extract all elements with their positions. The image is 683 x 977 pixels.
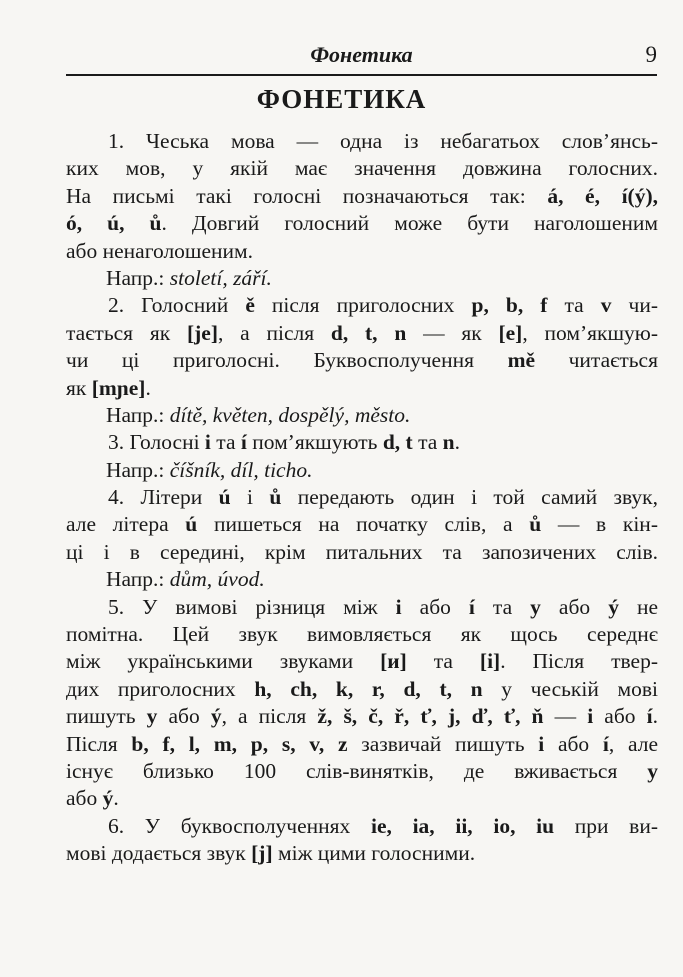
bold-term: [e] [498, 320, 523, 345]
text-line [66, 594, 658, 621]
text-span: і [230, 485, 270, 510]
text-span: читається [535, 348, 658, 373]
text-line [66, 676, 658, 703]
text-span: або [157, 704, 211, 729]
text-span: існує близько 100 слів-винятків, де вживається [66, 758, 648, 783]
bold-term: [и] [380, 649, 407, 674]
bold-term: y [647, 758, 658, 783]
bold-term: i [204, 430, 211, 455]
bold-term: ó, ú, ů [66, 211, 162, 236]
text-span: Напр.: [106, 402, 170, 427]
text-span: зазвичай пишуть [347, 731, 539, 756]
bold-term: mě [507, 348, 536, 373]
text-line [66, 210, 658, 237]
bold-term: v [600, 293, 612, 318]
text-span: мові додається звук [66, 841, 252, 866]
text-span: 2. Голосний [108, 293, 246, 318]
example-words: dům, úvod. [169, 567, 265, 592]
text-line [66, 539, 658, 566]
bold-term: á, é, í(ý), [547, 183, 658, 208]
text-span: та [406, 649, 480, 674]
text-span: . Довгий голосний може бути наголошеним [161, 211, 658, 236]
text-line [66, 621, 658, 648]
example-line [66, 402, 658, 429]
text-span: при ви- [554, 813, 658, 838]
text-span: — [543, 704, 588, 729]
text-span: , а після [221, 704, 318, 729]
text-span: дих приголосних [66, 676, 255, 701]
text-line [66, 429, 658, 456]
bold-term: d, t, n [330, 320, 407, 345]
bold-term: [mɲe] [91, 375, 146, 400]
text-span: . [652, 704, 658, 729]
text-span: та [210, 430, 241, 455]
text-line [66, 292, 658, 319]
bold-term: ů [529, 512, 542, 537]
text-line [66, 484, 658, 511]
text-line [66, 703, 658, 730]
example-line [66, 265, 658, 292]
bold-term: ý [210, 704, 222, 729]
text-span: 1. Чеська мова — одна із небагатьох слов’янсь- [108, 129, 658, 153]
text-span: як [66, 375, 92, 400]
page-number: 9 [645, 42, 657, 67]
bold-term: í [646, 704, 653, 729]
text-span: , пом’якшую- [522, 320, 658, 345]
text-line [66, 785, 658, 812]
text-span: , але [608, 731, 658, 756]
bold-term: í [240, 430, 247, 455]
bold-term: ý [608, 594, 619, 619]
text-line [66, 128, 658, 155]
bold-term: ý [102, 786, 114, 811]
text-span: але літера [66, 512, 186, 537]
section-title: ФОНЕТИКА [256, 84, 427, 114]
bold-term: i [538, 731, 545, 756]
example-words: číšník, díl, ticho. [169, 457, 313, 482]
text-span: у чеській мові [482, 676, 658, 701]
text-span: 3. Голосні [108, 430, 205, 455]
text-span: — в кін- [541, 512, 658, 537]
text-span: та [474, 594, 531, 619]
text-span: . [454, 430, 460, 455]
text-span: 6. У буквосполученнях [108, 813, 371, 838]
text-span: не [618, 594, 659, 619]
text-span: ці і в середині, крім питальних та запозичених слів. [66, 539, 658, 564]
example-line [66, 566, 658, 593]
text-span: та [547, 293, 601, 318]
bold-term: ú [185, 512, 198, 537]
bold-term: p, b, f [471, 293, 548, 318]
bold-term: y [530, 594, 541, 619]
text-line [66, 320, 658, 347]
text-span: пом’якшують [246, 430, 383, 455]
text-line [66, 840, 658, 867]
bold-term: ů [269, 485, 282, 510]
text-line [66, 648, 658, 675]
text-span: пишуть [66, 704, 147, 729]
text-span: 5. У вимові різниця між [108, 594, 396, 619]
text-span: чи ці приголосні. Буквосполучення [66, 348, 508, 373]
bold-term: b, f, l, m, p, s, v, z [131, 731, 348, 756]
text-span: ких мов, у якій має значення довжина голосних. [66, 156, 658, 181]
text-line [66, 183, 658, 210]
text-span: помітна. Цей звук вимовляється як щось середнє [66, 622, 658, 647]
text-line [66, 347, 658, 374]
text-span: після приголосних [254, 293, 472, 318]
example-line [66, 457, 658, 484]
bold-term: i [587, 704, 594, 729]
bold-term: ě [245, 293, 255, 318]
running-title: Фонетика [310, 42, 413, 67]
bold-term: í [468, 594, 475, 619]
text-span: або [66, 786, 103, 811]
text-line [66, 375, 658, 402]
text-span: — як [406, 320, 499, 345]
text-span: між українськими звуками [66, 649, 381, 674]
bold-term: ž, š, č, ř, ť, j, ď, ť, ň [317, 704, 544, 729]
bold-term: h, ch, k, r, d, t, n [254, 676, 483, 701]
text-span: . Після твер- [500, 649, 659, 674]
text-span: або [544, 731, 603, 756]
running-header [66, 40, 657, 76]
text-line [66, 731, 658, 758]
text-span: Напр.: [106, 567, 170, 592]
text-span: На письмі такі голосні позначаються так: [66, 183, 548, 208]
bold-term: [j] [251, 841, 273, 866]
text-span: Після [66, 731, 132, 756]
bold-term: [і] [479, 649, 501, 674]
text-span: Напр.: [106, 265, 170, 290]
text-span: тається як [66, 320, 187, 345]
text-line [66, 758, 658, 785]
text-line [66, 511, 658, 538]
text-line [66, 238, 658, 265]
text-line [66, 813, 658, 840]
text-line [66, 155, 658, 182]
text-span: або [540, 594, 609, 619]
bold-term: í [602, 731, 609, 756]
bold-term: i [395, 594, 402, 619]
bold-term: n [442, 430, 455, 455]
text-span: пишеться на початку слів, а [197, 512, 530, 537]
bold-term: y [146, 704, 158, 729]
text-span: , а після [218, 320, 331, 345]
bold-term: ú [218, 485, 231, 510]
text-span: чи- [611, 293, 658, 318]
text-span: . [113, 786, 119, 811]
bold-term: d, t [382, 430, 413, 455]
bold-term: [je] [186, 320, 218, 345]
text-span: або [593, 704, 647, 729]
text-span: або [401, 594, 469, 619]
example-words: století, září. [169, 265, 272, 290]
text-span: або ненаголошеним. [66, 238, 254, 263]
text-span: 4. Літери [108, 485, 219, 510]
text-span: передають один і той самий звук, [281, 485, 659, 510]
text-span: . [145, 375, 151, 400]
body-text [66, 128, 658, 868]
text-span: Напр.: [106, 457, 170, 482]
bold-term: ie, ia, ii, io, iu [371, 813, 555, 838]
text-span: та [412, 430, 443, 455]
example-words: dítě, květen, dospělý, město. [169, 402, 411, 427]
text-span: між цими голосними. [272, 841, 476, 866]
